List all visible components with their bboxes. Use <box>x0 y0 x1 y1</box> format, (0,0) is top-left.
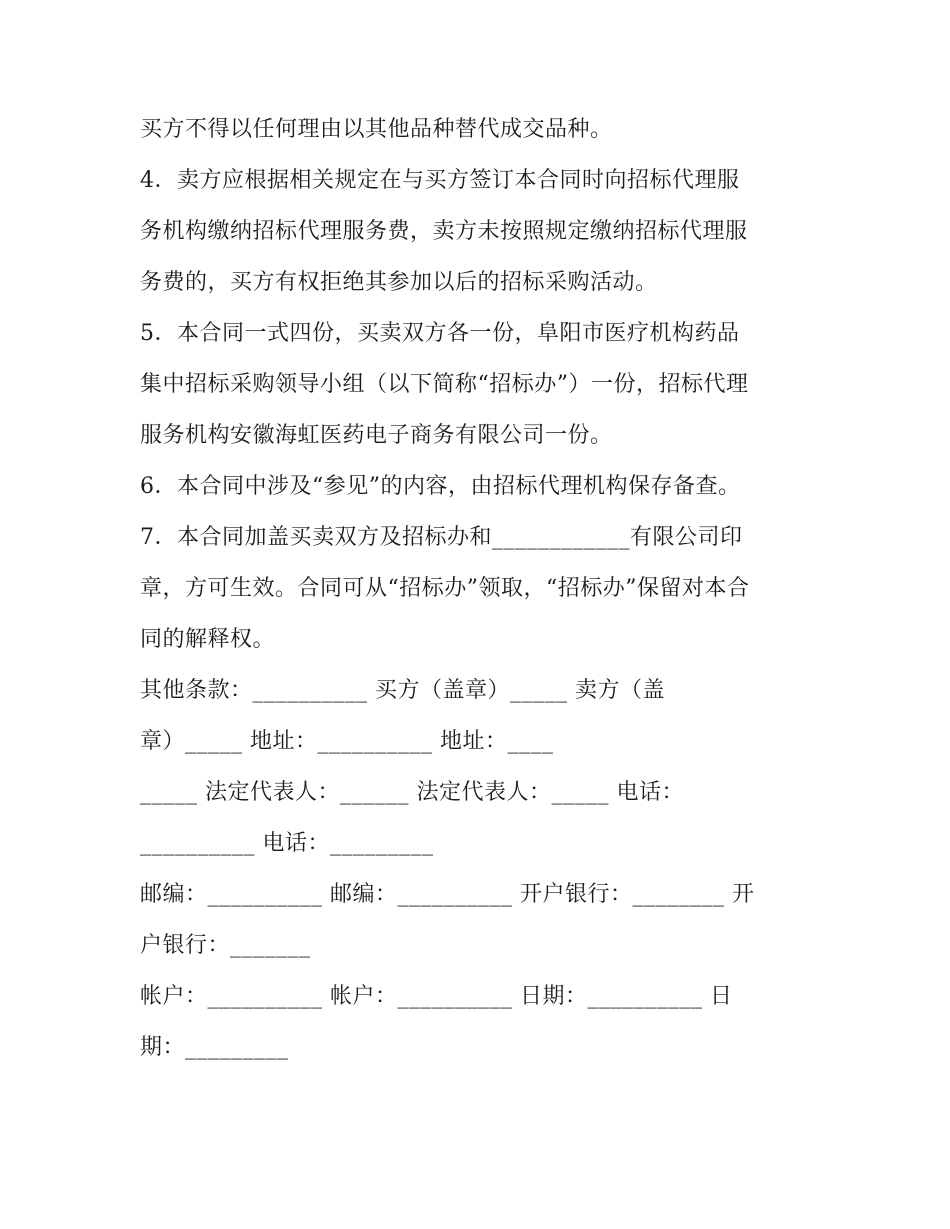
text-line: 期：_________ <box>140 1035 289 1060</box>
text-line: 7．本合同加盖买卖双方及招标办和____________有限公司印 <box>140 525 743 550</box>
text-line: 邮编：__________ 邮编：__________ 开户银行：________ 开 <box>140 882 755 907</box>
text-line: 其他条款：__________ 买方（盖章）_____ 卖方（盖 <box>140 678 665 703</box>
text-line: 服务机构安徽海虹医药电子商务有限公司一份。 <box>140 423 613 448</box>
text-line: 章，方可生效。合同可从“招标办”领取，“招标办”保留对本合 <box>140 576 750 601</box>
text-line: _____ 法定代表人：______ 法定代表人：_____ 电话： <box>140 780 684 805</box>
text-line: __________ 电话：_________ <box>140 831 434 856</box>
text-line: 同的解释权。 <box>140 627 276 652</box>
text-line: 帐户：__________ 帐户：__________ 日期：__________ 日 <box>140 984 733 1009</box>
text-line: 集中招标采购领导小组（以下简称“招标办”）一份，招标代理 <box>140 372 749 397</box>
text-line: 务费的，买方有权拒绝其参加以后的招标采购活动。 <box>140 270 658 295</box>
text-line: 务机构缴纳招标代理服务费，卖方未按照规定缴纳招标代理服 <box>140 219 748 244</box>
text-line: 买方不得以任何理由以其他品种替代成交品种。 <box>140 117 613 142</box>
text-line: 4．卖方应根据相关规定在与买方签订本合同时向招标代理服 <box>140 168 740 193</box>
text-line: 6．本合同中涉及“参见”的内容，由招标代理机构保存备查。 <box>140 474 741 499</box>
text-line: 章）_____ 地址：__________ 地址：____ <box>140 729 554 754</box>
text-line: 5．本合同一式四份，买卖双方各一份，阜阳市医疗机构药品 <box>140 321 740 346</box>
text-line: 户银行：_______ <box>140 933 311 958</box>
